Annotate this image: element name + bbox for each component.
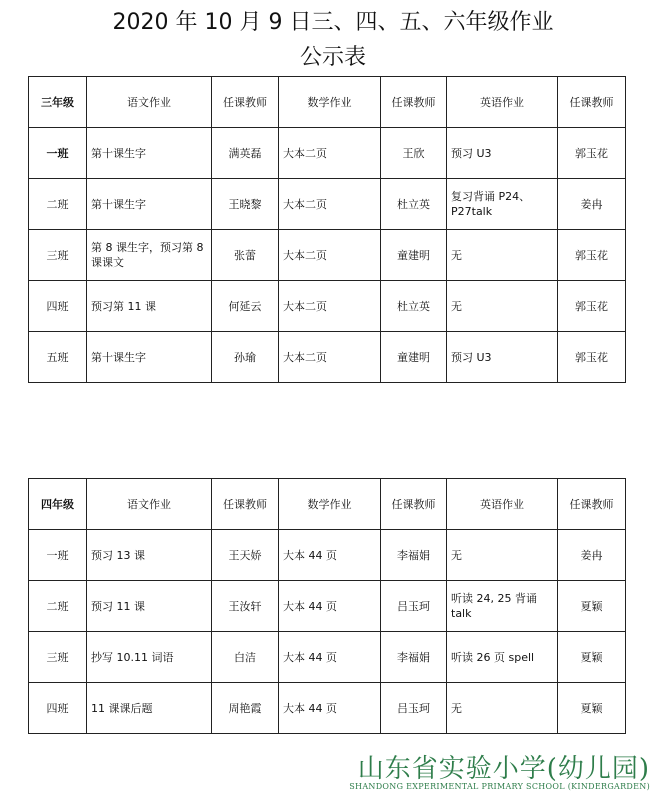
- header-english: 英语作业: [447, 479, 558, 530]
- english-homework: 复习背诵 P24、P27talk: [447, 179, 558, 230]
- english-teacher: 夏颖: [558, 581, 626, 632]
- math-homework: 大本二页: [279, 332, 381, 383]
- table-row: [29, 281, 626, 332]
- math-homework: 大本 44 页: [279, 632, 381, 683]
- school-name-english: SHANDONG EXPERIMENTAL PRIMARY SCHOOL (KINDERGARDEN): [349, 782, 650, 791]
- chinese-teacher: 周艳霞: [212, 683, 279, 734]
- class-name: 一班: [29, 530, 87, 581]
- english-teacher: 夏颖: [558, 632, 626, 683]
- math-homework: 大本二页: [279, 179, 381, 230]
- header-teacher: 任课教师: [381, 479, 447, 530]
- school-name-chinese: 山东省实验小学(幼儿园): [357, 754, 650, 784]
- table-row: [29, 683, 626, 734]
- header-chinese: 语文作业: [87, 77, 212, 128]
- class-name: 五班: [29, 332, 87, 383]
- english-teacher: 郭玉花: [558, 230, 626, 281]
- math-homework: 大本二页: [279, 281, 381, 332]
- header-teacher: 任课教师: [212, 77, 279, 128]
- grade-label: 三年级: [29, 77, 87, 128]
- class-name: 四班: [29, 683, 87, 734]
- table-row: [29, 332, 626, 383]
- english-homework: 无: [447, 683, 558, 734]
- math-teacher: 童建明: [381, 332, 447, 383]
- chinese-teacher: 王晓黎: [212, 179, 279, 230]
- header-chinese: 语文作业: [87, 479, 212, 530]
- math-teacher: 杜立英: [381, 179, 447, 230]
- class-name: 三班: [29, 230, 87, 281]
- table-row: [29, 581, 626, 632]
- english-teacher: 郭玉花: [558, 128, 626, 179]
- grade-label: 四年级: [29, 479, 87, 530]
- page-subtitle: 公示表: [299, 45, 366, 70]
- header-math: 数学作业: [279, 77, 381, 128]
- class-name: 二班: [29, 179, 87, 230]
- math-homework: 大本 44 页: [279, 581, 381, 632]
- math-teacher: 吕玉珂: [381, 683, 447, 734]
- english-homework: 听读 24, 25 背诵 talk: [447, 581, 558, 632]
- chinese-homework: 第十课生字: [87, 128, 212, 179]
- header-teacher: 任课教师: [558, 479, 626, 530]
- grade3-table: [28, 76, 626, 383]
- chinese-teacher: 张蕾: [212, 230, 279, 281]
- english-teacher: 姜冉: [558, 179, 626, 230]
- math-teacher: 王欣: [381, 128, 447, 179]
- page-title: 2020 年 10 月 9 日三、四、五、六年级作业: [112, 10, 554, 35]
- chinese-homework: 预习 11 课: [87, 581, 212, 632]
- english-teacher: 郭玉花: [558, 281, 626, 332]
- math-teacher: 杜立英: [381, 281, 447, 332]
- english-teacher: 郭玉花: [558, 332, 626, 383]
- table-row: [29, 530, 626, 581]
- grade4-table: [28, 478, 626, 734]
- header-math: 数学作业: [279, 479, 381, 530]
- table-row: [29, 128, 626, 179]
- class-name: 一班: [29, 128, 87, 179]
- chinese-teacher: 孙瑜: [212, 332, 279, 383]
- math-teacher: 李福娟: [381, 530, 447, 581]
- math-homework: 大本 44 页: [279, 530, 381, 581]
- english-teacher: 夏颖: [558, 683, 626, 734]
- math-teacher: 李福娟: [381, 632, 447, 683]
- english-homework: 预习 U3: [447, 128, 558, 179]
- class-name: 二班: [29, 581, 87, 632]
- class-name: 三班: [29, 632, 87, 683]
- math-teacher: 童建明: [381, 230, 447, 281]
- chinese-homework: 第 8 课生字，预习第 8 课课文: [87, 230, 212, 281]
- english-teacher: 姜冉: [558, 530, 626, 581]
- english-homework: 听读 26 页 spell: [447, 632, 558, 683]
- chinese-teacher: 满英磊: [212, 128, 279, 179]
- table-header-row: [29, 77, 626, 128]
- math-homework: 大本二页: [279, 128, 381, 179]
- english-homework: 无: [447, 281, 558, 332]
- chinese-homework: 第十课生字: [87, 179, 212, 230]
- chinese-homework: 第十课生字: [87, 332, 212, 383]
- chinese-homework: 抄写 10.11 词语: [87, 632, 212, 683]
- chinese-homework: 预习第 11 课: [87, 281, 212, 332]
- header-english: 英语作业: [447, 77, 558, 128]
- math-homework: 大本二页: [279, 230, 381, 281]
- math-teacher: 吕玉珂: [381, 581, 447, 632]
- header-teacher: 任课教师: [212, 479, 279, 530]
- chinese-teacher: 王天娇: [212, 530, 279, 581]
- chinese-homework: 预习 13 课: [87, 530, 212, 581]
- table-row: [29, 230, 626, 281]
- table-header-row: [29, 479, 626, 530]
- math-homework: 大本 44 页: [279, 683, 381, 734]
- chinese-teacher: 王汝轩: [212, 581, 279, 632]
- english-homework: 无: [447, 230, 558, 281]
- english-homework: 无: [447, 530, 558, 581]
- table-row: [29, 179, 626, 230]
- class-name: 四班: [29, 281, 87, 332]
- school-logo: [349, 748, 660, 798]
- chinese-teacher: 何延云: [212, 281, 279, 332]
- table-row: [29, 632, 626, 683]
- header-teacher: 任课教师: [381, 77, 447, 128]
- chinese-homework: 11 课课后题: [87, 683, 212, 734]
- chinese-teacher: 白洁: [212, 632, 279, 683]
- english-homework: 预习 U3: [447, 332, 558, 383]
- header-teacher: 任课教师: [558, 77, 626, 128]
